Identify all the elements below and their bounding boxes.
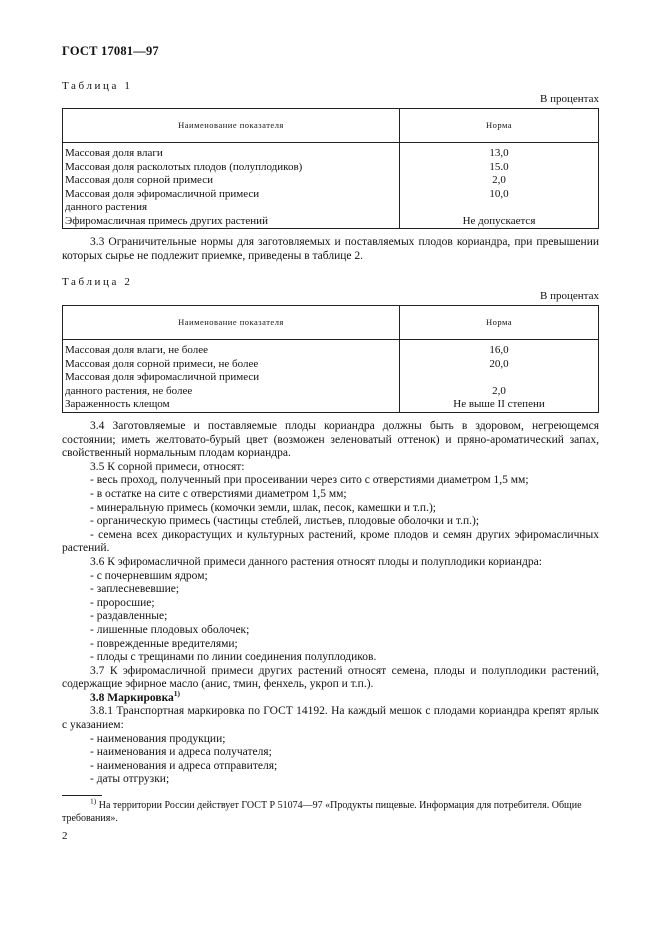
table2-row-name: Массовая доля эфиромасличной примеси xyxy=(63,371,400,385)
list-item: - лишенные плодовых оболочек; xyxy=(90,623,250,636)
paragraph-3-3 xyxy=(62,236,599,263)
table1-row-value xyxy=(400,201,599,215)
table1-row-value: 10,0 xyxy=(400,188,599,202)
paragraph-3-6: 3.6 К эфиромасличной примеси данного растения относят плоды и полуплодики кориандра: xyxy=(90,555,542,568)
footnote xyxy=(62,796,602,825)
table2-header-norm: Норма xyxy=(400,306,599,340)
list-item: - с почерневшим ядром; xyxy=(90,569,208,582)
list-item: - раздавленные; xyxy=(90,610,168,623)
table1-row-value: 13,0 xyxy=(400,143,599,161)
table1-row-name: Массовая доля влаги xyxy=(63,143,400,161)
table1 xyxy=(62,108,599,229)
table2-row-value: 20,0 xyxy=(400,358,599,372)
table2-row-name: данного растения, не более xyxy=(63,385,400,399)
table2-units: В процентах xyxy=(540,290,599,302)
table2-row-name: Зараженность клещом xyxy=(63,398,400,412)
table2-row-name: Массовая доля влаги, не более xyxy=(63,340,400,358)
list-item: - наименования продукции; xyxy=(90,732,226,745)
page-number: 2 xyxy=(62,830,68,842)
table2-row-value xyxy=(400,371,599,385)
footnote-reference: 1) xyxy=(173,689,181,699)
table2-row-value: Не выше II степени xyxy=(400,398,599,412)
paragraph-3-5: 3.5 К сорной примеси, относят: xyxy=(90,460,245,473)
table1-row-value: 2,0 xyxy=(400,174,599,188)
table-row xyxy=(63,188,599,202)
table2-row-value: 2,0 xyxy=(400,385,599,399)
table1-header-name: Наименование показателя xyxy=(63,109,400,143)
list-item: - проросшие; xyxy=(90,596,155,609)
list-item: - наименования и адреса получателя; xyxy=(90,746,272,759)
table-row xyxy=(63,215,599,229)
paragraph-3-7: 3.7 К эфиромасличной примеси других растений относят семена, плоды и полуплодики растений, содержащие эфирное масло (анис, тмин, фенхель, укроп и т.п.). xyxy=(62,664,599,691)
table-row xyxy=(63,371,599,385)
table-row xyxy=(63,340,599,358)
table1-units: В процентах xyxy=(540,93,599,105)
paragraph-3-4: 3.4 Заготовляемые и поставляемые плоды кориандра должны быть в здоровом, негреющемся состоянии; иметь желтовато-бурый цвет (возможен зеленоватый оттенок) и пряно-ароматический запах, свойственный нормальным плодам кориандра. xyxy=(62,420,599,460)
list-item: - в остатке на сите с отверстиями диаметром 1,5 мм; xyxy=(90,487,347,500)
footnote-mark: 1) xyxy=(90,796,97,806)
list-item: - весь проход, полученный при просеивании через сито с отверстиями диаметром 1,5 мм; xyxy=(90,474,529,487)
table2-row-name: Массовая доля сорной примеси, не более xyxy=(63,358,400,372)
table-row xyxy=(63,161,599,175)
list-item: - плоды с трещинами по линии соединения полуплодиков. xyxy=(90,651,377,664)
table2 xyxy=(62,305,599,413)
table1-row-name: Массовая доля эфиромасличной примеси xyxy=(63,188,400,202)
section-heading-3-8-text: 3.8 Маркировка xyxy=(90,691,174,704)
table-row xyxy=(63,358,599,372)
table1-header-norm: Норма xyxy=(400,109,599,143)
table-row xyxy=(63,201,599,215)
body-text xyxy=(62,420,599,787)
table1-row-name: Массовая доля расколотых плодов (полуплодиков) xyxy=(63,161,400,175)
table-row xyxy=(63,174,599,188)
table2-row-value: 16,0 xyxy=(400,340,599,358)
list-item: - даты отгрузки; xyxy=(90,773,170,786)
list-item: - наименования и адреса отправителя; xyxy=(90,759,278,772)
paragraph-3-8-1: 3.8.1 Транспортная маркировка по ГОСТ 14192. На каждый мешок с плодами кориандра крепят ярлык с указанием: xyxy=(62,705,599,732)
table1-row-value: 15.0 xyxy=(400,161,599,175)
table-row xyxy=(63,398,599,412)
table1-row-value: Не допускается xyxy=(400,215,599,229)
standard-header: ГОСТ 17081—97 xyxy=(62,44,159,58)
list-item: - минеральную примесь (комочки земли, шлак, песок, камешки и т.п.); xyxy=(90,501,436,514)
list-item: - поврежденные вредителями; xyxy=(90,637,238,650)
section-heading-3-8 xyxy=(62,689,599,706)
table1-row-name: Эфиромасличная примесь других растений xyxy=(63,215,400,229)
list-item: - семена всех дикорастущих и культурных растений, кроме плодов и семян других эфиромасличных растений. xyxy=(62,528,599,555)
table2-caption: Таблица 2 xyxy=(62,276,133,288)
list-item: - заплесневевшие; xyxy=(90,583,180,596)
list-item: - органическую примесь (частицы стеблей, листьев, плодовые оболочки и т.п.); xyxy=(90,515,480,528)
table2-header-name: Наименование показателя xyxy=(63,306,400,340)
table1-row-name: данного растения xyxy=(63,201,400,215)
footnote-text: На территории России действует ГОСТ Р 51074—97 «Продукты пищевые. Информация для потребителя. Общие требования». xyxy=(62,800,582,824)
paragraph-3-3-text: 3.3 Ограничительные нормы для заготовляемых и поставляемых плодов кориандра, при превышении которых сырье не подлежит приемке, приведены в таблице 2. xyxy=(62,236,599,262)
table-row xyxy=(63,143,599,161)
table1-row-name: Массовая доля сорной примеси xyxy=(63,174,400,188)
table1-caption: Таблица 1 xyxy=(62,80,133,92)
table-row xyxy=(63,385,599,399)
